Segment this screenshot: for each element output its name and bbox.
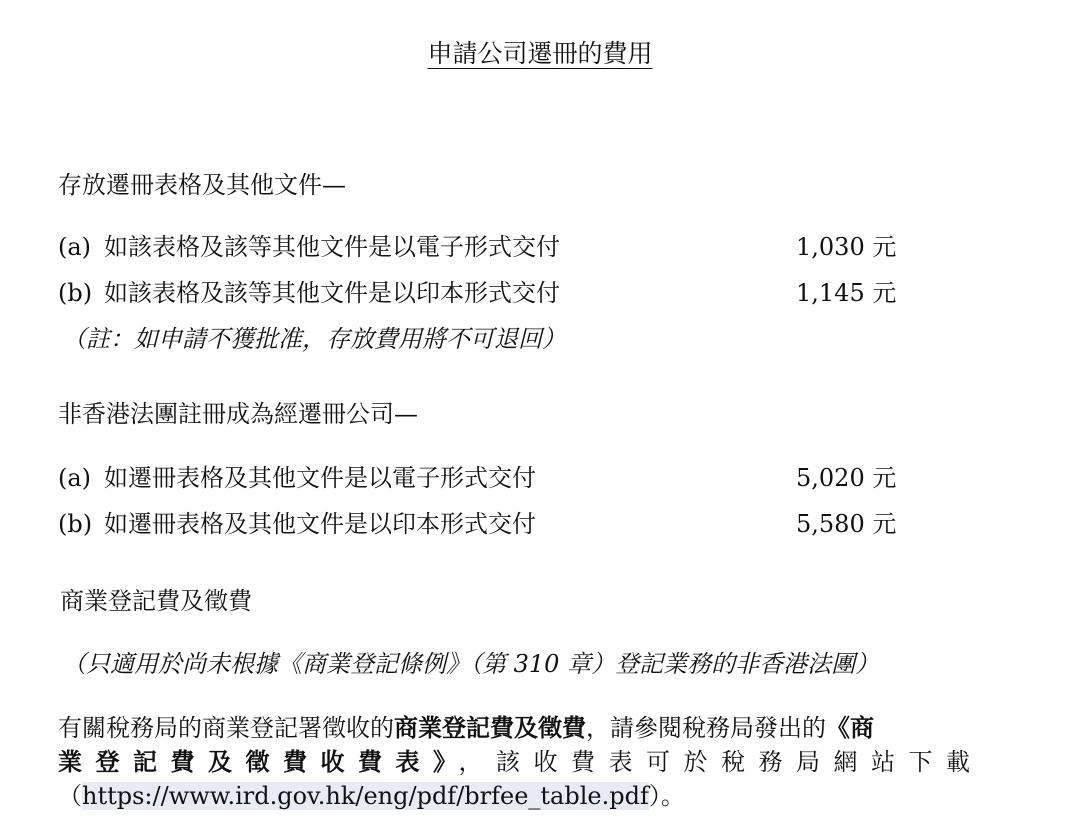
section-heading-business-registration: 商業登記費及徵費 <box>60 587 252 615</box>
item-text: 如遷冊表格及其他文件是以印本形式交付 <box>104 510 536 538</box>
item-amount: 1,145 元 <box>796 279 897 307</box>
refund-note: （註：如申請不獲批准，存放費用將不可退回） <box>62 325 566 353</box>
applicability-note: （只適用於尚未根據《商業登記條例》（第 310 章）登記業務的非香港法團） <box>62 650 880 678</box>
para-bold-text: 業登記費及徵費收費表》 <box>58 747 459 776</box>
info-paragraph-line-1 <box>58 711 1022 745</box>
section-heading-deposit: 存放遷冊表格及其他文件— <box>58 171 346 199</box>
info-paragraph-line-2 <box>58 745 1022 779</box>
item-amount: 1,030 元 <box>796 233 897 261</box>
item-marker: (b) <box>58 279 93 307</box>
item-amount: 5,580 元 <box>796 510 897 538</box>
item-text: 如該表格及該等其他文件是以電子形式交付 <box>104 233 560 261</box>
page-title-text: 申請公司遷冊的費用 <box>427 39 653 68</box>
item-marker: (b) <box>58 510 93 538</box>
item-amount: 5,020 元 <box>796 464 897 492</box>
bracket-open: （ <box>58 782 82 810</box>
para-text: ，該收費表可於稅務局網站下載 <box>458 748 984 776</box>
fee-table-link[interactable]: https://www.ird.gov.hk/eng/pdf/brfee_table.pdf <box>82 782 649 810</box>
page-title <box>0 37 1080 71</box>
item-text: 如遷冊表格及其他文件是以電子形式交付 <box>104 464 536 492</box>
section-heading-registration: 非香港法團註冊成為經遷冊公司— <box>58 400 418 428</box>
para-bold-text: 商業登記費及徵費 <box>394 713 586 742</box>
item-text: 如該表格及該等其他文件是以印本形式交付 <box>104 279 560 307</box>
item-marker: (a) <box>58 233 92 261</box>
bracket-close: ）。 <box>648 782 685 810</box>
para-text: 有關稅務局的商業登記署徵收的 <box>58 714 394 742</box>
item-marker: (a) <box>58 464 92 492</box>
info-paragraph-line-3 <box>58 779 1022 813</box>
para-bold-text: 《商 <box>826 713 874 742</box>
para-text: ，請參閱稅務局發出的 <box>586 714 826 742</box>
